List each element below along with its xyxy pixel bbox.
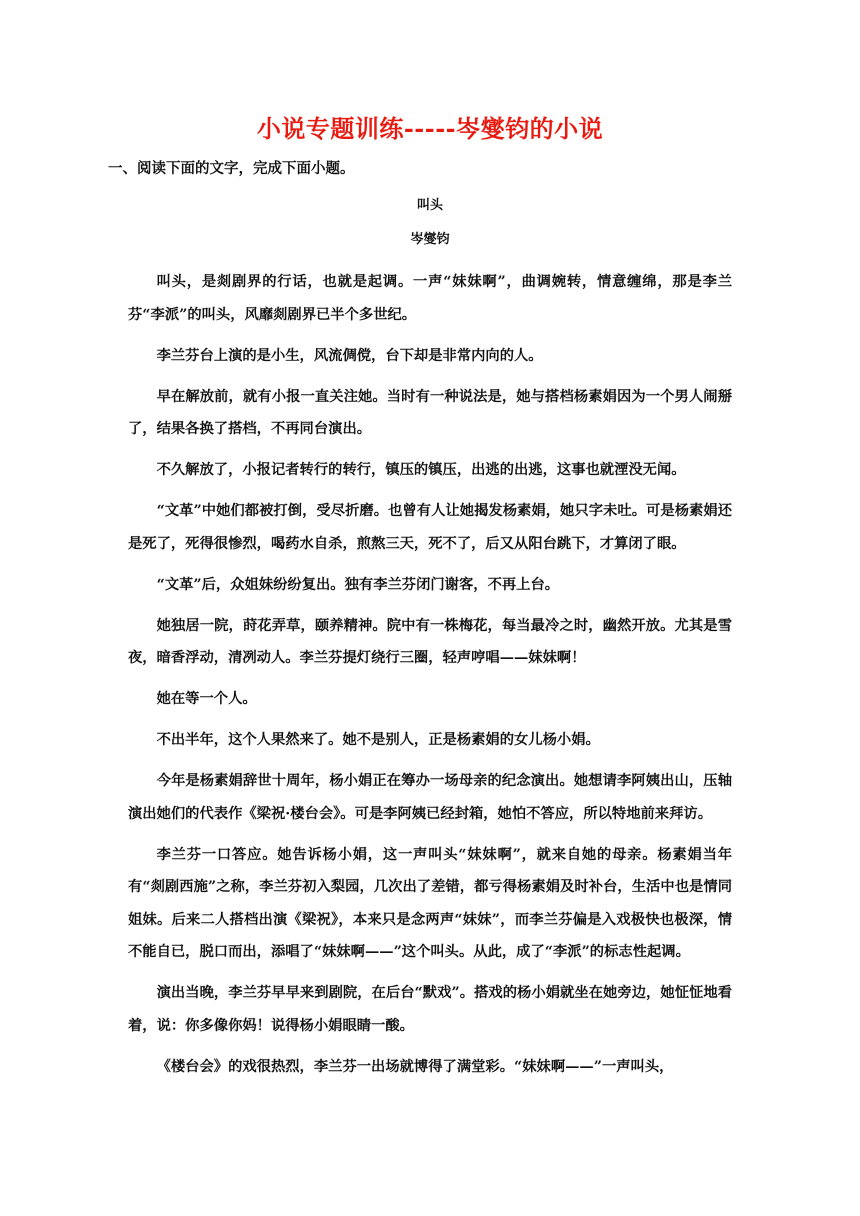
story-paragraph: “文革”中她们都被打倒，受尽折磨。也曾有人让她揭发杨素娟，她只字未吐。可是杨素娟还是死了，死得很惨烈，喝药水自杀，煎熬三天，死不了，后又从阳台跳下，才算闭了眼。 xyxy=(128,503,732,552)
story-paragraph: 李兰芬一口答应。她告诉杨小娟，这一声叫头“妹妹啊”，就来自她的母亲。杨素娟当年有“剡剧西施”之称，李兰芬初入梨园，几次出了差错，都亏得杨素娟及时补台，生活中也是情同姐妹。后来二人搭档出演《梁祝》，本来只是念两声“妹妹”，而李兰芬偏是入戏极快也极深，情不能自已，脱口而出，添唱了“妹妹啊——”这个叫头。从此，成了“李派”的标志性起调。 xyxy=(128,846,732,960)
story-paragraph: 早在解放前，就有小报一直关注她。当时有一种说法是，她与搭档杨素娟因为一个男人闹掰了，结果各换了搭档，不再同台演出。 xyxy=(128,388,732,437)
story-paragraph: 今年是杨素娟辞世十周年，杨小娟正在筹办一场母亲的纪念演出。她想请李阿姨出山，压轴演出她们的代表作《梁祝·楼台会》。可是李阿姨已经封箱，她怕不答应，所以特地前来拜访。 xyxy=(128,773,732,822)
story-paragraph: 不出半年，这个人果然来了。她不是别人，正是杨素娟的女儿杨小娟。 xyxy=(156,732,600,748)
story-paragraph: 演出当晚，李兰芬早早来到剧院，在后台“默戏”。搭戏的杨小娟就坐在她旁边，她怔怔地看着，说：你多像你妈！说得杨小娟眼睛一酸。 xyxy=(128,985,732,1034)
story-body xyxy=(128,266,732,1083)
question-instruction: 一、阅读下面的文字，完成下面小题。 xyxy=(108,160,355,177)
story-paragraph: 《楼台会》的戏很热烈，李兰芬一出场就博得了满堂彩。“妹妹啊——”一声叫头， xyxy=(156,1058,674,1075)
story-title: 叫头 xyxy=(416,198,443,213)
story-paragraph: 不久解放了，小报记者转行的转行，镇压的镇压，出逃的出逃，这事也就湮没无闻。 xyxy=(156,462,686,478)
story-paragraph: 叫头，是剡剧界的行话，也就是起调。一声“妹妹啊”，曲调婉转，情意缠绵，那是李兰芬“李派”的叫头，风靡剡剧界已半个多世纪。 xyxy=(128,274,732,323)
document-title: 小说专题训练-----岑燮钧的小说 xyxy=(256,114,604,143)
story-paragraph: 她独居一院，莳花弄草，颐养精神。院中有一株梅花，每当最冷之时，幽然开放。尤其是雪夜，暗香浮动，清冽动人。李兰芬提灯绕行三圈，轻声哼唱——妹妹啊！ xyxy=(128,617,732,666)
story-paragraph: 李兰芬台上演的是小生，风流倜傥，台下却是非常内向的人。 xyxy=(156,347,543,364)
story-paragraph: 她在等一个人。 xyxy=(156,691,257,707)
story-paragraph: “文革”后，众姐妹纷纷复出。独有李兰芬闭门谢客，不再上台。 xyxy=(156,576,560,593)
story-author: 岑燮钧 xyxy=(410,232,450,247)
